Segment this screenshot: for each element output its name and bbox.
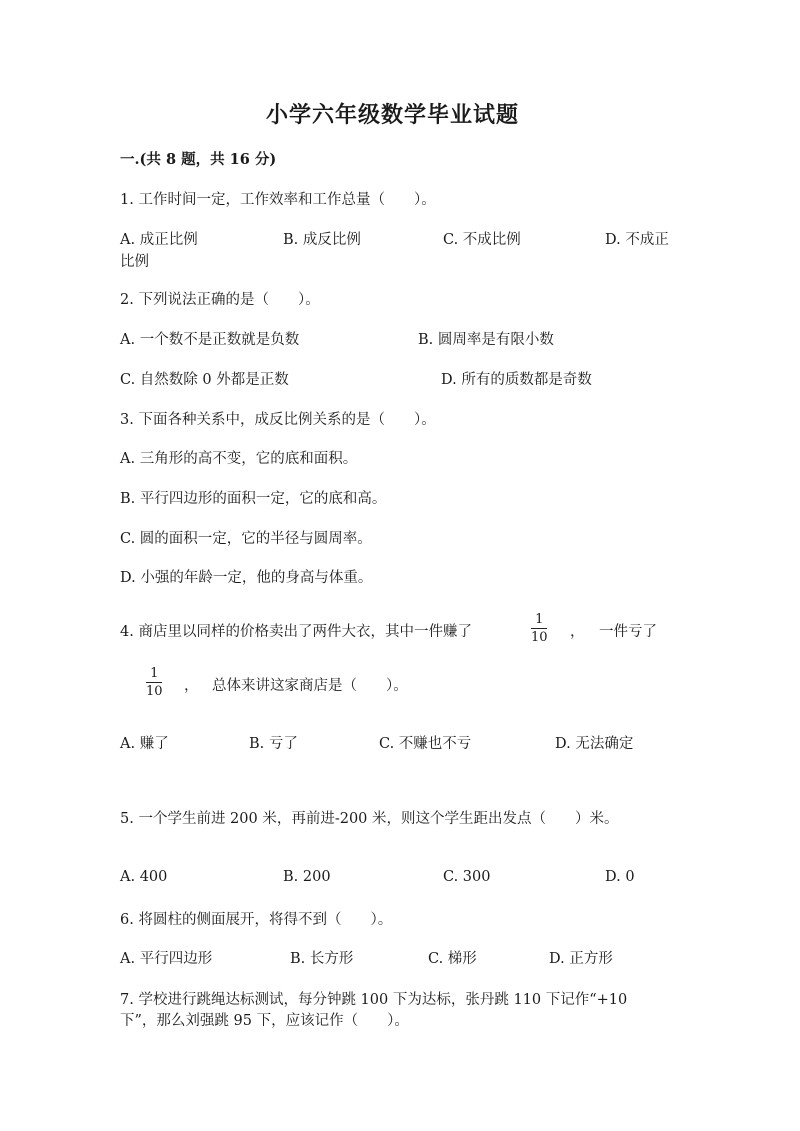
fraction-one-tenth-2 xyxy=(146,666,163,699)
question-4-stem-part1: 4. 商店里以同样的价格卖出了两件大衣，其中一件赚了 xyxy=(120,624,472,640)
page-title: 小学六年级数学毕业试题 xyxy=(266,102,520,128)
question-2-option-a[interactable]: A. 一个数不是正数就是负数 xyxy=(120,332,300,348)
question-4-comma-2: ， xyxy=(184,678,199,694)
question-1-option-a[interactable]: A. 成正比例 xyxy=(120,232,198,248)
question-3-option-a[interactable]: A. 三角形的高不变，它的底和面积。 xyxy=(120,451,358,467)
fraction-one-tenth xyxy=(531,612,548,645)
question-3-option-b[interactable]: B. 平行四边形的面积一定，它的底和高。 xyxy=(120,491,387,507)
question-4-stem-part2: 一件亏了 xyxy=(599,624,657,640)
question-5-option-d[interactable]: D. 0 xyxy=(605,869,635,885)
question-1-option-d-continued: 比例 xyxy=(120,254,149,270)
question-4-option-b[interactable]: B. 亏了 xyxy=(249,736,298,752)
question-4-comma-1: ， xyxy=(570,624,585,640)
question-4-option-a[interactable]: A. 赚了 xyxy=(120,736,169,752)
question-3-option-d[interactable]: D. 小强的年龄一定，他的身高与体重。 xyxy=(120,570,373,586)
fraction-numerator: 1 xyxy=(535,612,544,627)
fraction-bar xyxy=(146,682,162,683)
fraction-bar xyxy=(531,628,547,629)
fraction-denominator: 10 xyxy=(146,684,163,699)
question-7-stem-line1: 7. 学校进行跳绳达标测试，每分钟跳 100 下为达标，张丹跳 110 下记作“+10 xyxy=(120,992,628,1008)
section-header: 一.(共 8 题，共 16 分) xyxy=(120,151,277,168)
question-2-stem: 2. 下列说法正确的是（ ）。 xyxy=(120,292,320,308)
question-1-option-b[interactable]: B. 成反比例 xyxy=(283,232,361,248)
question-6-option-d[interactable]: D. 正方形 xyxy=(549,951,613,967)
question-3-stem: 3. 下面各种关系中，成反比例关系的是（ ）。 xyxy=(120,412,436,428)
fraction-numerator: 1 xyxy=(150,666,159,681)
question-5-option-a[interactable]: A. 400 xyxy=(120,869,168,885)
question-4-option-c[interactable]: C. 不赚也不亏 xyxy=(379,736,472,752)
question-2-option-d[interactable]: D. 所有的质数都是奇数 xyxy=(441,372,592,388)
question-5-stem: 5. 一个学生前进 200 米，再前进-200 米，则这个学生距出发点（ ）米。 xyxy=(120,811,619,827)
question-6-option-a[interactable]: A. 平行四边形 xyxy=(120,951,213,967)
question-5-option-b[interactable]: B. 200 xyxy=(283,869,331,885)
question-6-option-b[interactable]: B. 长方形 xyxy=(290,951,354,967)
question-4-stem-part3: 总体来讲这家商店是（ ）。 xyxy=(212,678,408,694)
question-5-option-c[interactable]: C. 300 xyxy=(443,869,491,885)
question-2-option-b[interactable]: B. 圆周率是有限小数 xyxy=(418,332,554,348)
question-1-stem: 1. 工作时间一定，工作效率和工作总量（ ）。 xyxy=(120,192,436,208)
fraction-denominator: 10 xyxy=(531,630,548,645)
question-1-option-d[interactable]: D. 不成正 xyxy=(605,232,669,248)
question-3-option-c[interactable]: C. 圆的面积一定，它的半径与圆周率。 xyxy=(120,531,372,547)
question-2-option-c[interactable]: C. 自然数除 0 外都是正数 xyxy=(120,372,289,388)
question-4-option-d[interactable]: D. 无法确定 xyxy=(555,736,634,752)
question-6-stem: 6. 将圆柱的侧面展开，将得不到（ ）。 xyxy=(120,912,393,928)
question-6-option-c[interactable]: C. 梯形 xyxy=(428,951,477,967)
question-7-stem-line2: 下”，那么刘强跳 95 下，应该记作（ ）。 xyxy=(120,1013,409,1029)
question-1-option-c[interactable]: C. 不成比例 xyxy=(443,232,521,248)
